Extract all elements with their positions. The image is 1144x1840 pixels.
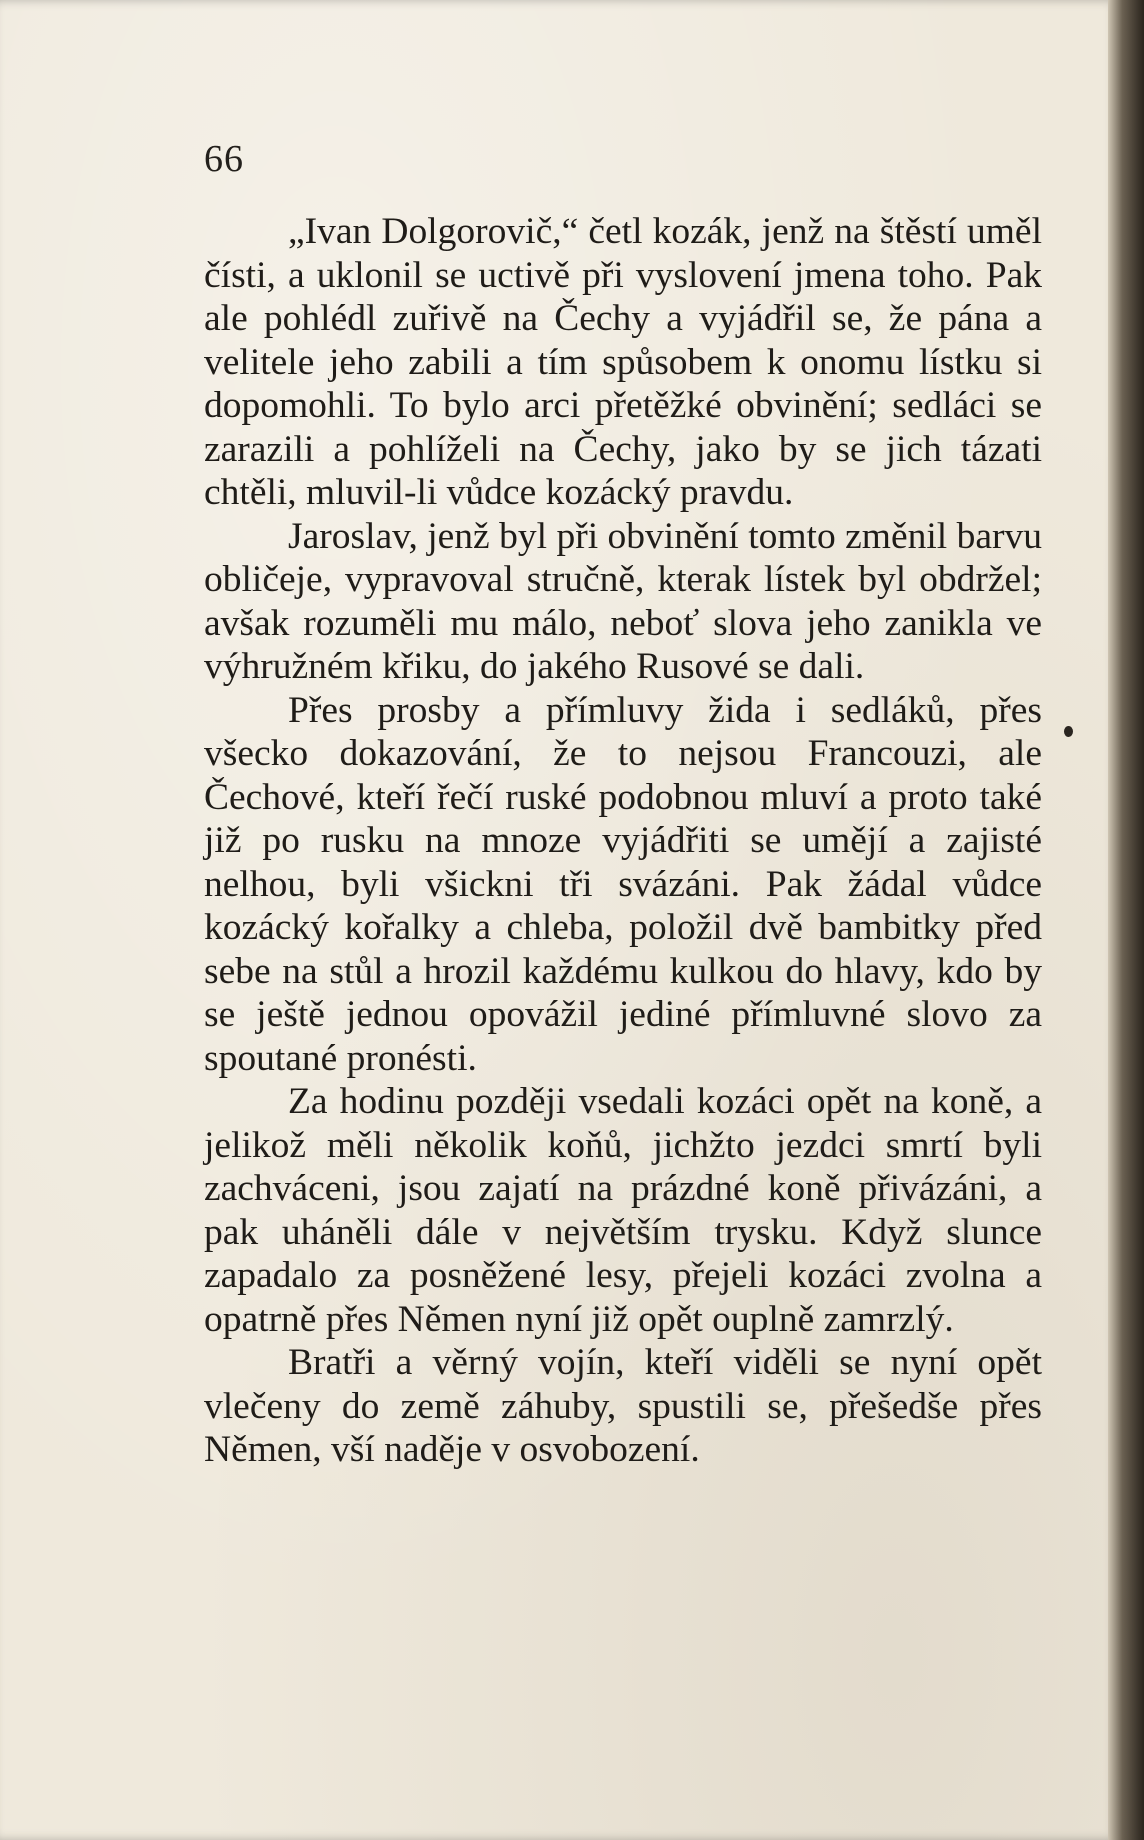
page-gutter-edge xyxy=(1108,0,1144,1840)
page-number: 66 xyxy=(204,138,244,180)
paragraph-5: Bratři a věrný vojín, kteří viděli se nyní opět vlečeny do země záhuby, spustili se, přešedše přes Němen, vší naděje v osvobození. xyxy=(204,1342,1042,1470)
body-text xyxy=(204,210,1042,1472)
paragraph-1: „Ivan Dolgorovič,“ četl kozák, jenž na štěstí uměl čísti, a uklonil se uctivě při vyslovení jmena toho. Pak ale pohlédl zuřivě na Čechy a vyjádřil se, že pána a velitele jeho zabili a tím spůsobem k onomu lístku si dopomohli. To bylo arci přetěžké obvinění; sedláci se zarazili a pohlíželi na Čechy, jako by se jich tázati chtěli, mluvil-li vůdce kozácký pravdu. xyxy=(204,211,1042,513)
ink-speck xyxy=(1064,726,1073,737)
paragraph-4: Za hodinu později vsedali kozáci opět na koně, a jelikož měli několik koňů, jichžto jezdci smrtí byli zachváceni, jsou zajatí na prázdné koně přivázáni, a pak uháněli dále v největším trysku. Když slunce zapadalo za posněžené lesy, přejeli kozáci zvolna a opatrně přes Němen nyní již opět ouplně zamrzlý. xyxy=(204,1081,1042,1340)
paragraph-3: Přes prosby a přímluvy žida i sedláků, přes všecko dokazování, že to nejsou Francouzi, ale Čechové, kteří řečí ruské podobnou mluví a proto také již po rusku na mnoze vyjádřiti se umějí a zajisté nelhou, byli všickni tři svázáni. Pak žádal vůdce kozácký kořalky a chleba, položil dvě bambitky před sebe na stůl a hrozil každému kulkou do hlavy, kdo by se ještě jednou opovážil jediné přímluvné slovo za spoutané pronésti. xyxy=(204,689,1042,1079)
paragraph-2: Jaroslav, jenž byl při obvinění tomto změnil barvu obličeje, vypravoval stručně, kterak lístek byl obdržel; avšak rozuměli mu málo, neboť slova jeho zanikla ve výhružném křiku, do jakého Rusové se dali. xyxy=(204,515,1042,687)
